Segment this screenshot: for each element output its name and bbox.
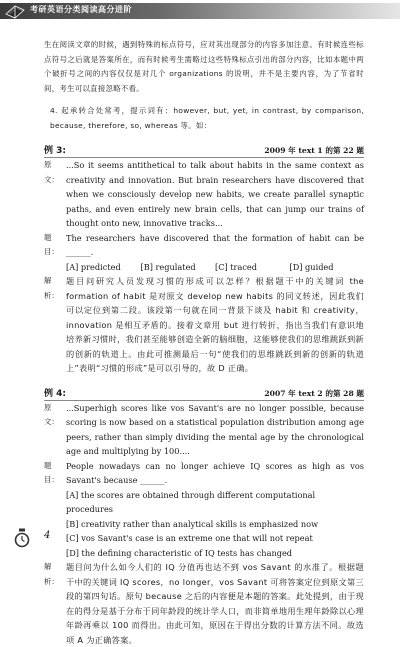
option-d: [D] guided [289,261,334,272]
original-text: ...Superhigh scores like vos Savant's are no longer possible, because scoring is now based on a statistical population distribution among age peers, rather than simply dividing the mental age by the chronological age and multiplying by 100.... [66,402,364,456]
original-tag: 原文： [44,160,59,184]
option-d: [D] the defining characteristic of IQ tests has changed [66,547,293,558]
example-4-analysis [44,560,364,647]
example-4-source: 2007 年 text 2 的第 28 题 [264,388,364,398]
option-b: [B] regulated [140,261,196,272]
intro-paragraph: 生在阅读文章的时候，遇到特殊的标点符号，应对其出现部分的内容多加注意。有时候连些标点符号之后就是答案所在，而有时候考生需略过这些特殊标点引出的部分内容，比如本题中两个破折号之间的内容仅仅是对几个 organizations 的说明，并不是主要内容，为了节省时间，考生可以直接忽略不看。 [44,40,364,93]
book-logo-icon [4,0,26,22]
running-header [0,0,400,22]
question-text: People nowadays can no longer achieve IQ scores as high as vos Savant's because ______. [66,460,364,485]
example-4-question [44,459,364,488]
question-text: The researchers have discovered that the formation of habit can be ______. [66,232,364,257]
example-3-question [44,231,364,260]
analysis-tag: 解析： [44,562,59,586]
question-tag: 题目： [44,460,59,484]
header-title: 考研英语分类阅读高分进阶 [30,5,132,14]
page-number: 4 [44,530,51,541]
example-3-original [44,158,364,231]
page-content [44,38,364,647]
option-c: [C] traced [215,261,258,272]
analysis-text: 题目问为什么如今人们的 IQ 分值再也达不到 vos Savant 的水准了。根据题干中的关键词 IQ scores，no longer，vos Savant 可将答案定位到原文第三段的第四句话。原句 because 之后的内容便是本题的答案。此处提到，由于现在的得分是基于分布于同年龄段的统计学人口，而非简单地用生理年龄除以心理年龄再乘以 100 而得出。由此可知，原因在于得出分数的计算方法不同。故选项 A 为正确答案。 [66,562,364,645]
example-3-label: 例 3: [44,146,66,156]
example-3-analysis [44,274,364,376]
example-4-original [44,401,364,459]
clock-icon [14,528,30,548]
example-3-options [66,260,364,275]
example-3-heading [44,143,364,158]
option-b: [B] creativity rather than analytical skills is emphasized now [66,518,319,529]
analysis-text: 题目问研究人员发现习惯的形成可以怎样？根据题干中的关键词 the formation of habit 是对原文 develop new habits 的同义转述，因此我们可以定位到第二段。该段第一句就在同一背景下谈及 habit 和 creativity，innovation 是相互矛盾的。接着文章用 but 进行转折，指出当我们有意识地培养新习惯时，我们甚至能够创造全新的脑细胞，这能够使我们的思维跳跃到新的创新的轨道上。由此可推测最后一句“使我们的思维跳跃到新的创新的轨道上”表明“习惯的形成”是可以引导的，故 D 正确。 [66,276,364,373]
original-text: ...So it seems antithetical to talk about habits in the same context as creativity and innovation. But brain researchers have discovered that when we consciously develop new habits, we create parallel synaptic paths, and even entirely new brain cells, that can jump our trains of thought onto new, innovative tracks... [66,160,364,228]
original-tag: 原文： [44,402,59,426]
tip-item-4: 4. 起承转合处常考，提示词有：however, but, yet, in contrast, by comparison, because, therefore, so, whereas 等。如： [50,106,364,130]
example-4-label: 例 4: [44,388,66,399]
option-c: [C] vos Savant's case is an extreme one that will not repeat [66,533,313,543]
analysis-tag: 解析： [44,276,59,300]
option-a: [A] the scores are obtained through different computational procedures [66,489,316,514]
example-4-heading [44,386,364,401]
example-3-source: 2009 年 text 1 的第 22 题 [264,146,364,155]
option-a: [A] predicted [66,261,121,272]
question-tag: 题目： [44,232,59,256]
